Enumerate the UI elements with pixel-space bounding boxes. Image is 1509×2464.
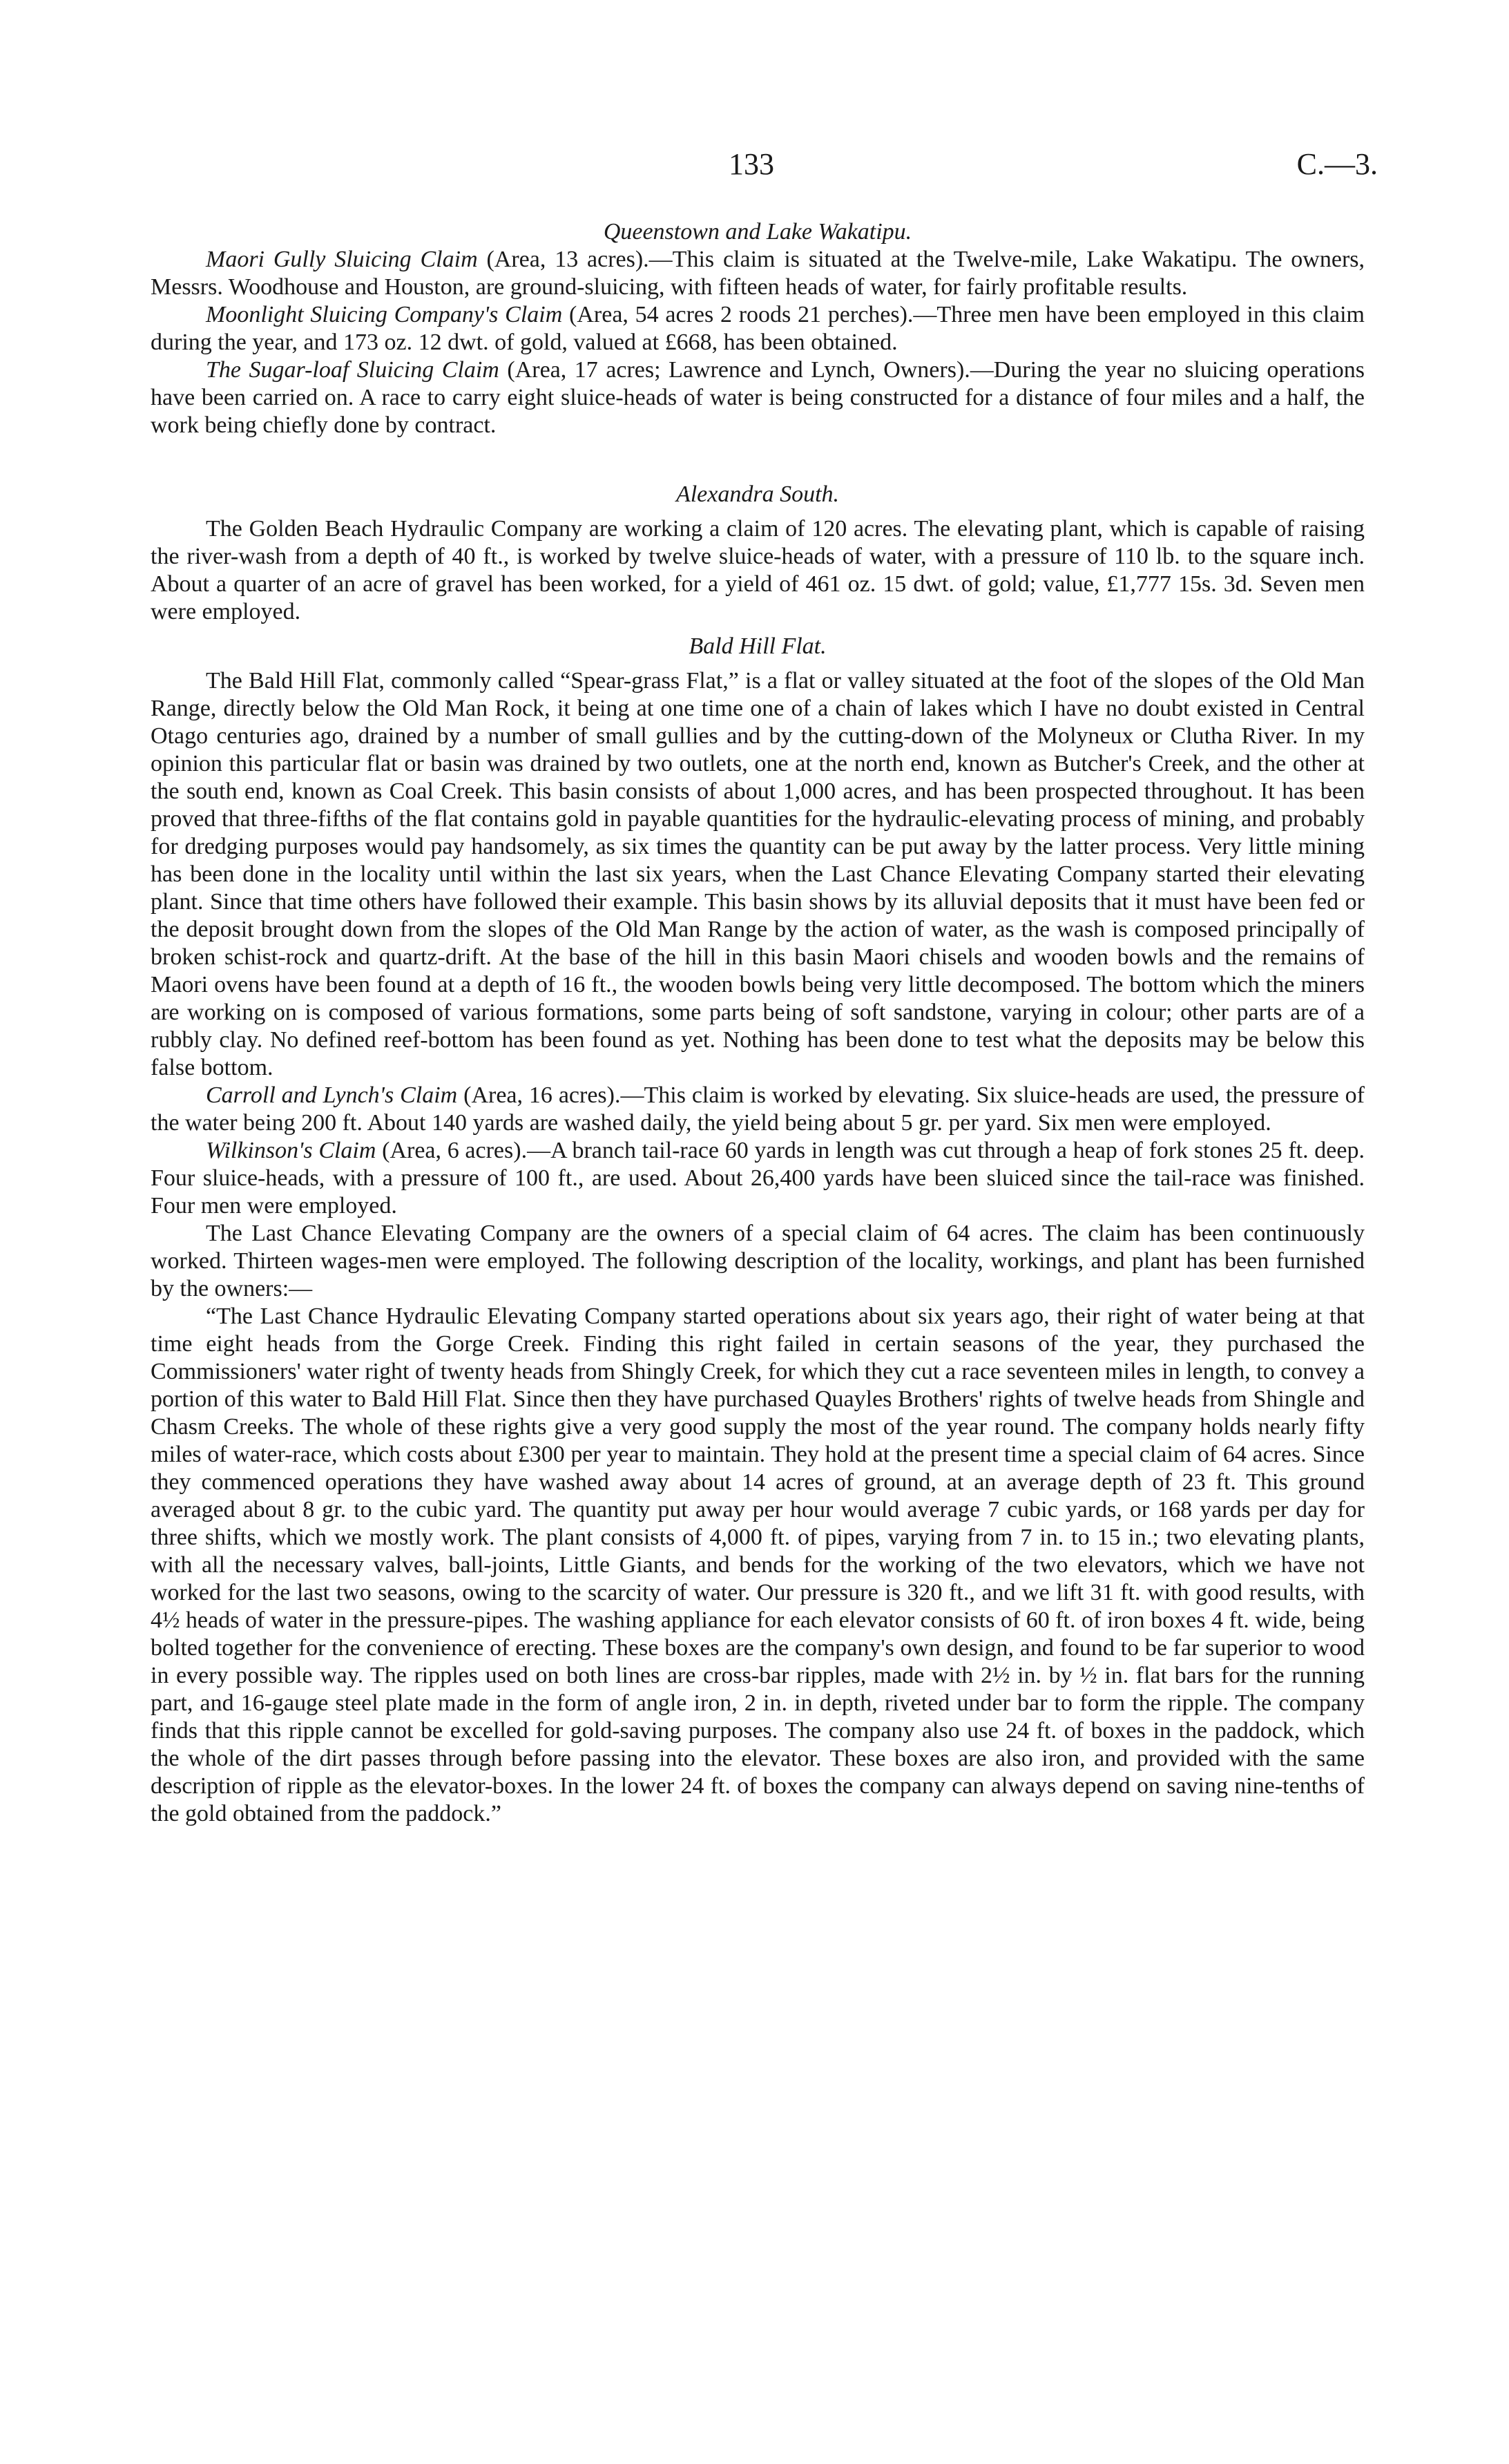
paragraph-text: The Last Chance Elevating Company are the owners of a special claim of 64 acres. The claim has been continuously worked. Thirteen wages-men were employed. The following description of the locality, workings, and plant has been furnished by the owners:— <box>151 1221 1365 1301</box>
claim-name: The Sugar-loaf Sluicing Claim <box>206 357 499 383</box>
paragraph-text: (Area, 54 acres 2 roods 21 perches).—Three men have been employed in this claim during the year, and 173 oz. 12 dwt. of gold, valued at £668, has been obtained. <box>151 302 1365 355</box>
claim-name: Moonlight Sluicing Company's Claim <box>206 302 563 327</box>
claim-name: Maori Gully Sluicing Claim <box>206 247 478 272</box>
document-body <box>151 218 1365 1828</box>
paragraph-sugar-loaf <box>151 356 1365 439</box>
page-header <box>0 146 1509 188</box>
section-heading-queenstown: Queenstown and Lake Wakatipu. <box>603 219 912 245</box>
paragraph-last-chance <box>151 1220 1365 1303</box>
paragraph-carroll-lynch <box>151 1082 1365 1137</box>
paragraph-text: (Area, 13 acres).—This claim is situated at the Twelve-mile, Lake Wakatipu. The owners, Messrs. Woodhouse and Houston, are ground-sluicing, with fifteen heads of water, for fairly profitable results. <box>151 247 1365 300</box>
paragraph-text: The Bald Hill Flat, commonly called “Spear-grass Flat,” is a flat or valley situated at the foot of the slopes of the Old Man Range, directly below the Old Man Rock, it being at one time one of a chain of lakes which I have no doubt existed in Central Otago centuries ago, drained by a number of small gullies and by the cutting-down of the Molyneux or Clutha River. In my opinion this particular flat or basin was drained by two outlets, one at the north end, known as Butcher's Creek, and the other at the south end, known as Coal Creek. This basin consists of about 1,000 acres, and has been prospected throughout. It has been proved that three-fifths of the flat contains gold in payable quantities for the hydraulic-elevating process of mining, and probably for dredging purposes would pay handsomely, as six times the quantity can be put away by the latter process. Very little mining has been done in the locality until within the last six years, when the Last Chance Elevating Company started their elevating plant. Since that time others have followed their example. This basin shows by its alluvial deposits that it must have been fed or the deposit brought down from the slopes of the Old Man Range by the action of water, as the wash is composed principally of broken schist-rock and quartz-drift. At the base of the hill in this basin Maori chisels and wooden bowls and the remains of Maori ovens have been found at a depth of 16 ft., the wooden bowls being very little decomposed. The bottom which the miners are working on is composed of various formations, some parts being of soft sandstone, varying in colour; other parts are of a rubbly clay. No defined reef-bottom has been found as yet. Nothing has been done to test what the deposits may be below this false bottom. <box>151 668 1365 1080</box>
section-heading-alexandra: Alexandra South. <box>675 481 840 507</box>
paragraph-text: “The Last Chance Hydraulic Elevating Company started operations about six years ago, their right of water being at that time eight heads from the Gorge Creek. Finding this right failed in certain seasons of the year, they purchased the Commissioners' water right of twenty heads from Shingly Creek, for which they cut a race seventeen miles in length, to convey a portion of this water to Bald Hill Flat. Since then they have purchased Quayles Brothers' rights of twelve heads from Shingle and Chasm Creeks. The whole of these rights give a very good supply the most of the year round. The company holds nearly fifty miles of water-race, which costs about £300 per year to maintain. They hold at the present time a special claim of 64 acres. Since they commenced operations they have washed away about 14 acres of ground, at an average depth of 23 ft. This ground averaged about 8 gr. to the cubic yard. The quantity put away per hour would average 7 cubic yards, or 168 yards per day for three shifts, which we mostly work. The plant consists of 4,000 ft. of pipes, varying from 7 in. to 15 in.; two elevating plants, with all the necessary valves, ball-joints, Little Giants, and bends for the working of the two elevators, which we have not worked for the last two seasons, owing to the scarcity of water. Our pressure is 320 ft., and we lift 31 ft. with good results, with 4½ heads of water in the pressure-pipes. The washing appliance for each elevator consists of 60 ft. of iron boxes 4 ft. wide, being bolted together for the convenience of erecting. These boxes are the company's own design, and found to be far superior to wood in every possible way. The ripples used on both lines are cross-bar ripples, made with 2½ in. by ½ in. flat bars for the running part, and 16-gauge steel plate made in the form of angle iron, 2 in. in depth, riveted under bar to form the ripple. The company finds that this ripple cannot be excelled for gold-saving purposes. The company also use 24 ft. of boxes in the paddock, which the whole of the dirt passes through before passing into the elevator. These boxes are also iron, and provided with the same description of ripple as the elevator-boxes. In the lower 24 ft. of boxes the company can always depend on saving nine-tenths of the gold obtained from the paddock.” <box>151 1303 1365 1826</box>
paragraph-maori-gully <box>151 246 1365 301</box>
paragraph-golden-beach <box>151 515 1365 626</box>
paragraph-wilkinson <box>151 1137 1365 1220</box>
claim-name: Wilkinson's Claim <box>206 1138 376 1163</box>
page-number: 133 <box>729 147 774 181</box>
paragraph-bald-hill-flat <box>151 667 1365 1082</box>
paragraph-text: The Golden Beach Hydraulic Company are working a claim of 120 acres. The elevating plant, which is capable of raising the river-wash from a depth of 40 ft., is worked by twelve sluice-heads of water, with a pressure of 110 lb. to the square inch. About a quarter of an acre of gravel has been worked, for a yield of 461 oz. 15 dwt. of gold; value, £1,777 15s. 3d. Seven men were employed. <box>151 516 1365 624</box>
paragraph-text: (Area, 6 acres).—A branch tail-race 60 yards in length was cut through a heap of fork stones 25 ft. deep. Four sluice-heads, with a pressure of 100 ft., are used. About 26,400 yards have been sluiced since the tail-race was finished. Four men were employed. <box>151 1138 1365 1219</box>
paragraph-text: (Area, 17 acres; Lawrence and Lynch, Owners).—During the year no sluicing operations have been carried on. A race to carry eight sluice-heads of water is being constructed for a distance of four miles and a half, the work being chiefly done by contract. <box>151 357 1365 438</box>
document-reference: C.—3. <box>1296 147 1378 181</box>
paragraph-moonlight <box>151 301 1365 356</box>
claim-name: Carroll and Lynch's Claim <box>206 1082 458 1108</box>
section-heading-bald-hill: Bald Hill Flat. <box>689 633 827 659</box>
paragraph-text: (Area, 16 acres).—This claim is worked by elevating. Six sluice-heads are used, the pressure of the water being 200 ft. About 140 yards are washed daily, the yield being about 5 gr. per yard. Six men were employed. <box>151 1082 1365 1136</box>
paragraph-owners-quote <box>151 1303 1365 1828</box>
